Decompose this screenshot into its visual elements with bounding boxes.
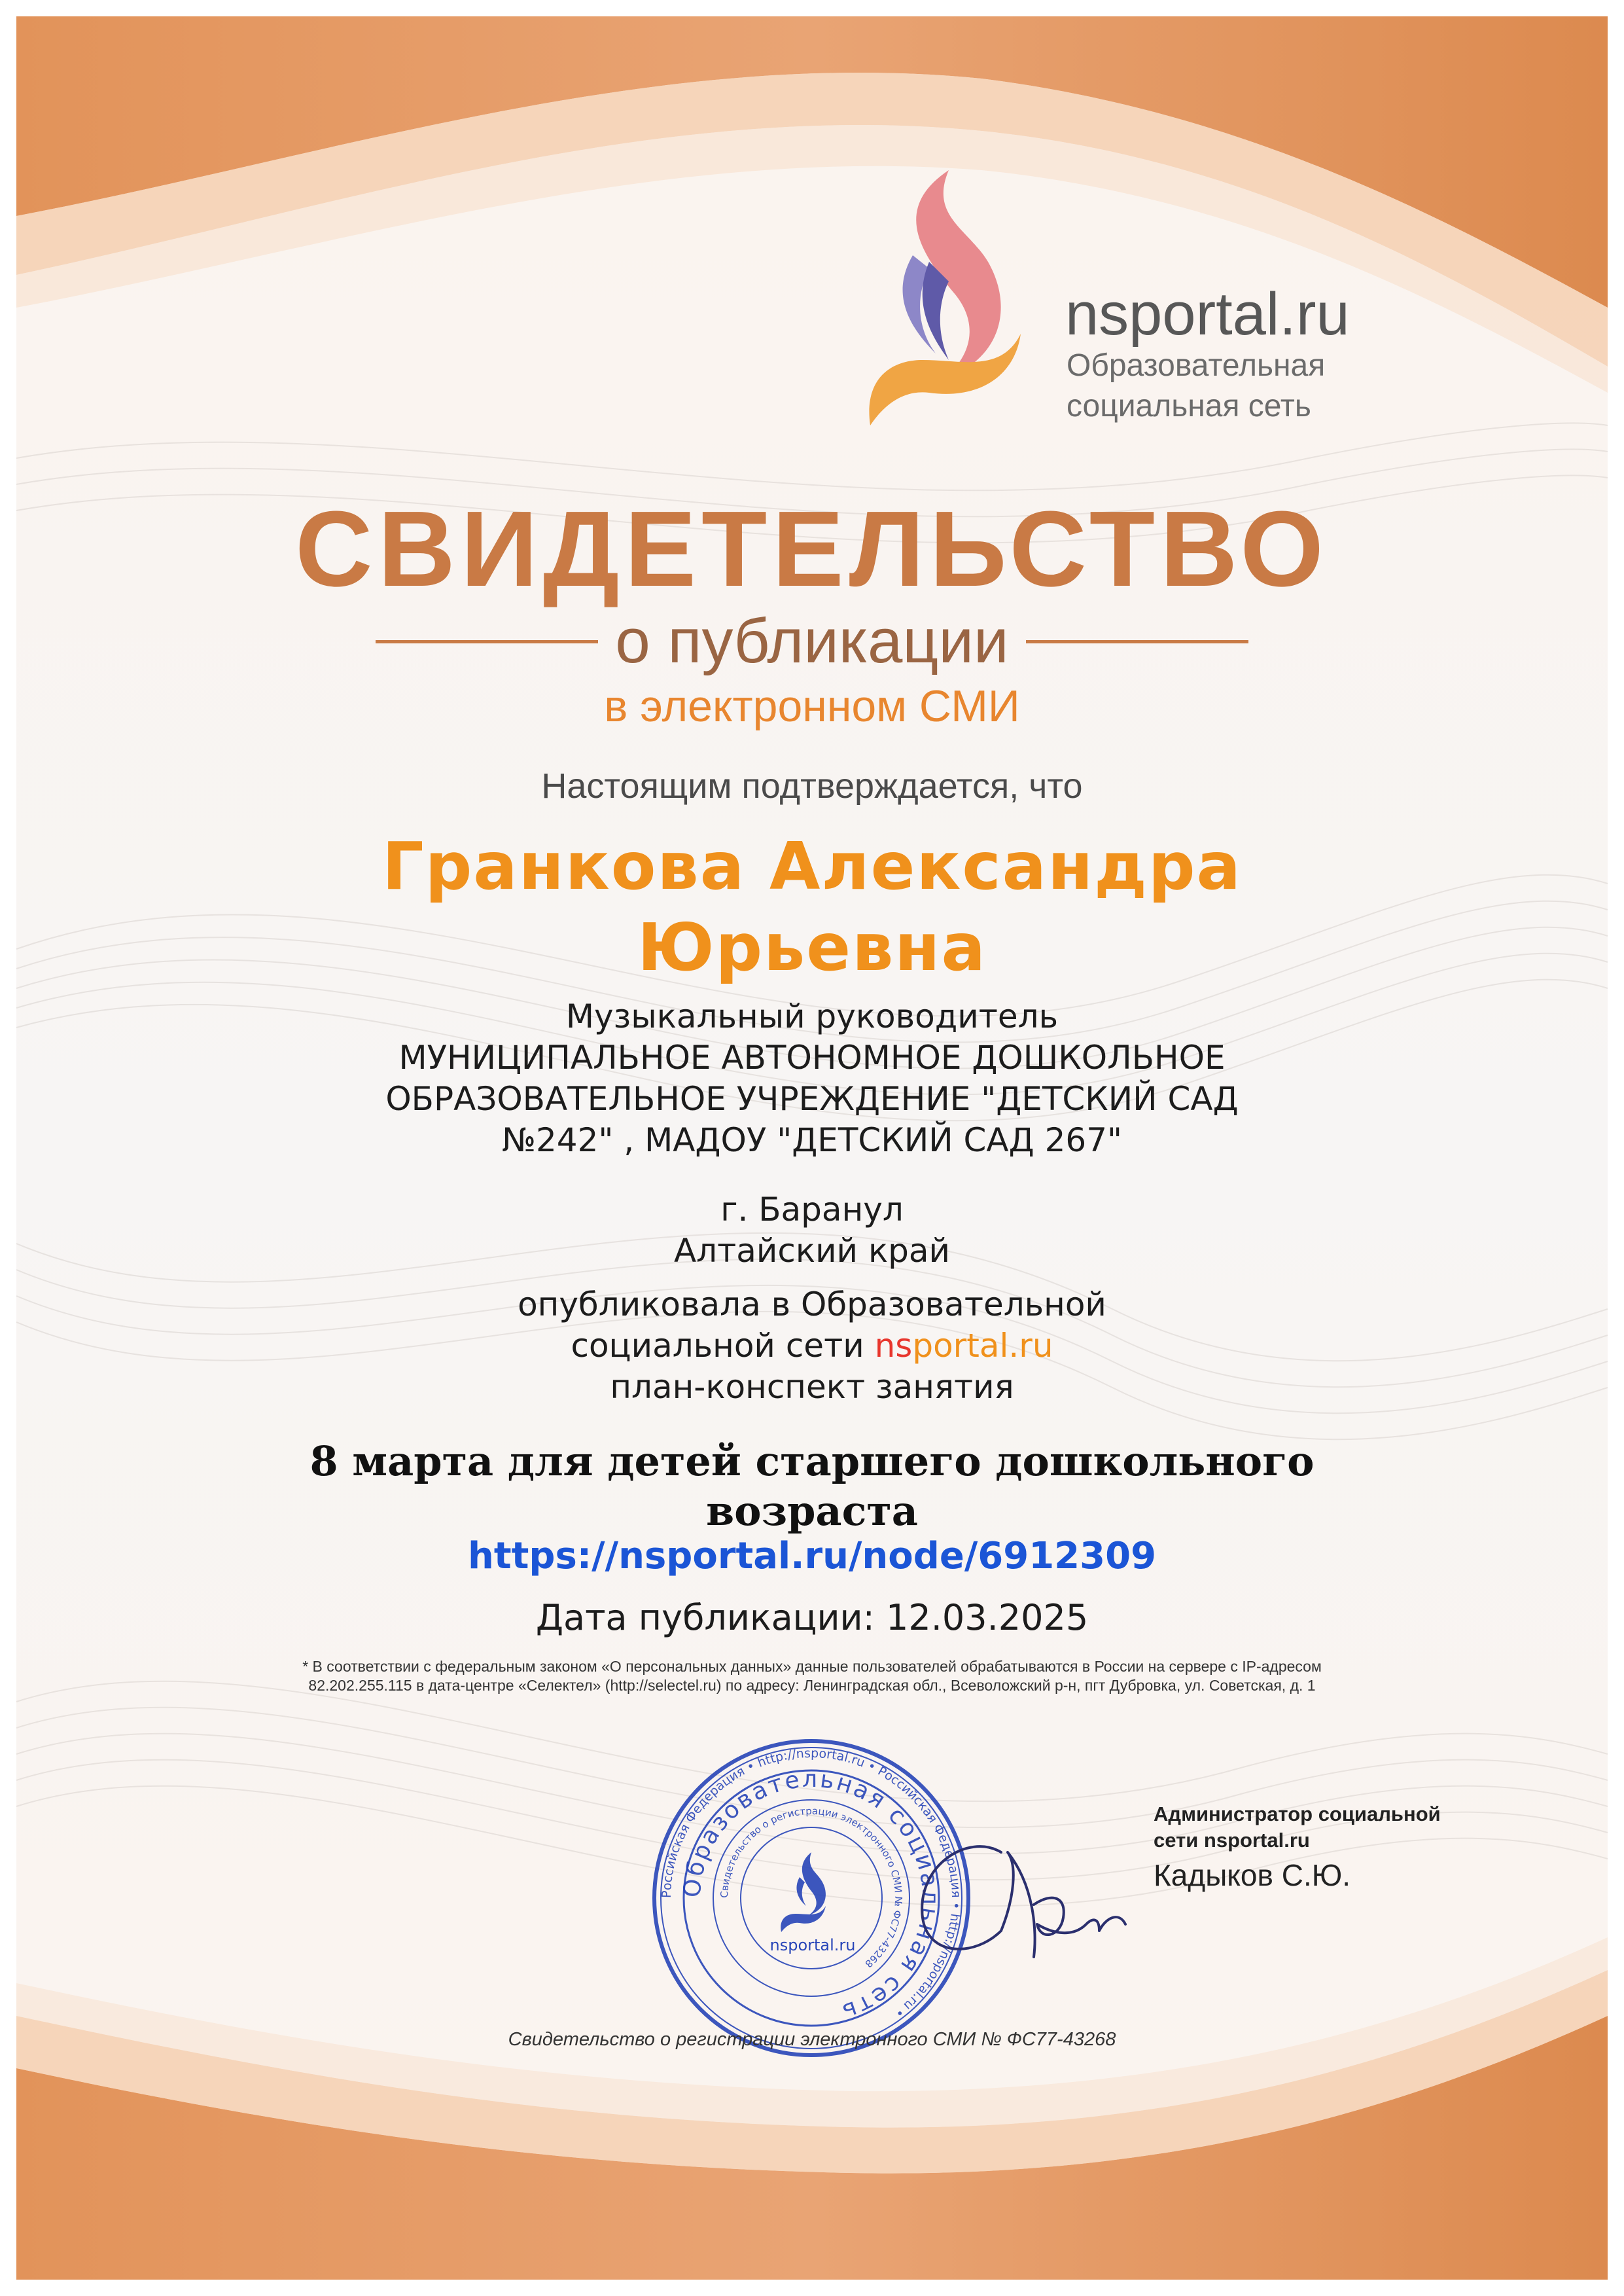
recipient-name-line1: Гранкова Александра — [381, 828, 1243, 905]
footnote-line1: * В соответствии с федеральным законом «О персональных данных» данные пользователей обрабатываются в России на сервере с IP-адресом — [302, 1658, 1322, 1675]
organization-line3: №242" , МАДОУ "ДЕТСКИЙ САД 267" — [501, 1121, 1123, 1159]
work-title-line2: возраста — [706, 1487, 918, 1535]
site-name-rest: portal.ru — [912, 1327, 1053, 1365]
recipient-name-line2: Юрьевна — [637, 909, 987, 986]
brand-subtitle — [1067, 346, 1325, 427]
subtitle-row — [0, 605, 1624, 677]
recipient-name — [0, 826, 1624, 988]
certificate-title: СВИДЕТЕЛЬСТВО — [295, 489, 1329, 609]
admin-title-line2: сети nsportal.ru — [1154, 1829, 1310, 1852]
nsportal-logo-icon — [851, 164, 1047, 432]
stamp-outer-text: Российская Федерация • http://nsportal.ru • Российская Федерация • http://nsportal.ru • — [659, 1746, 964, 2021]
registration-note: Свидетельство о регистрации электронного СМИ № ФС77-43268 — [508, 2029, 1116, 2050]
stamp-flame-icon — [781, 1852, 826, 1932]
admin-name: Кадыков С.Ю. — [1154, 1858, 1350, 1892]
confirm-text: Настоящим подтверждается, что — [541, 766, 1083, 806]
location-block — [0, 1189, 1624, 1272]
stamp-middle-text: Образовательная социальная сеть — [679, 1765, 944, 2026]
published-line2 — [0, 1325, 1624, 1367]
brand-subtitle-line2: социальная сеть — [1067, 389, 1311, 423]
admin-signature — [903, 1826, 1139, 1977]
recipient-position-block — [0, 996, 1624, 1161]
brand-subtitle-line1: Образовательная — [1067, 348, 1326, 383]
certificate-subtitle: о публикации — [615, 606, 1009, 676]
footnote — [0, 1657, 1624, 1695]
work-title-line1: 8 марта для детей старшего дошкольного — [309, 1437, 1315, 1485]
site-name-ns: ns — [874, 1327, 913, 1365]
right-divider — [1026, 640, 1248, 643]
published-line2-prefix: социальной сети — [571, 1327, 875, 1365]
organization-line2: ОБРАЗОВАТЕЛЬНОЕ УЧРЕЖДЕНИЕ "ДЕТСКИЙ САД — [385, 1080, 1239, 1118]
published-line1: опубликовала в Образовательной — [518, 1285, 1106, 1323]
work-title — [0, 1437, 1624, 1536]
certificate-subtitle-2: в электронном СМИ — [604, 681, 1020, 731]
left-divider — [376, 640, 598, 643]
stamp-inner-text: Свидетельство о регистрации электронного СМИ № ФС77-43268 — [718, 1804, 905, 1970]
recipient-position: Музыкальный руководитель — [565, 997, 1059, 1035]
stamp-center-label: nsportal.ru — [769, 1936, 856, 1954]
city: г. Баранул — [720, 1191, 904, 1229]
brand-name: nsportal.ru — [1065, 281, 1350, 348]
footnote-line2: 82.202.255.115 в дата-центре «Селектел» (http://selectel.ru) по адресу: Ленинградская обл., Всеволожский р-н, пгт Дубровка, ул. Советская, д. 1 — [308, 1677, 1316, 1694]
admin-title — [1154, 1801, 1441, 1854]
region: Алтайский край — [673, 1232, 951, 1270]
organization-line1: МУНИЦИПАЛЬНОЕ АВТОНОМНОЕ ДОШКОЛЬНОЕ — [398, 1039, 1226, 1077]
publication-date: Дата публикации: 12.03.2025 — [535, 1597, 1089, 1638]
publication-statement — [0, 1284, 1624, 1408]
work-type: план-конспект занятия — [610, 1368, 1014, 1406]
work-link[interactable]: https://nsportal.ru/node/6912309 — [467, 1535, 1157, 1577]
admin-title-line1: Администратор социальной — [1154, 1803, 1441, 1825]
